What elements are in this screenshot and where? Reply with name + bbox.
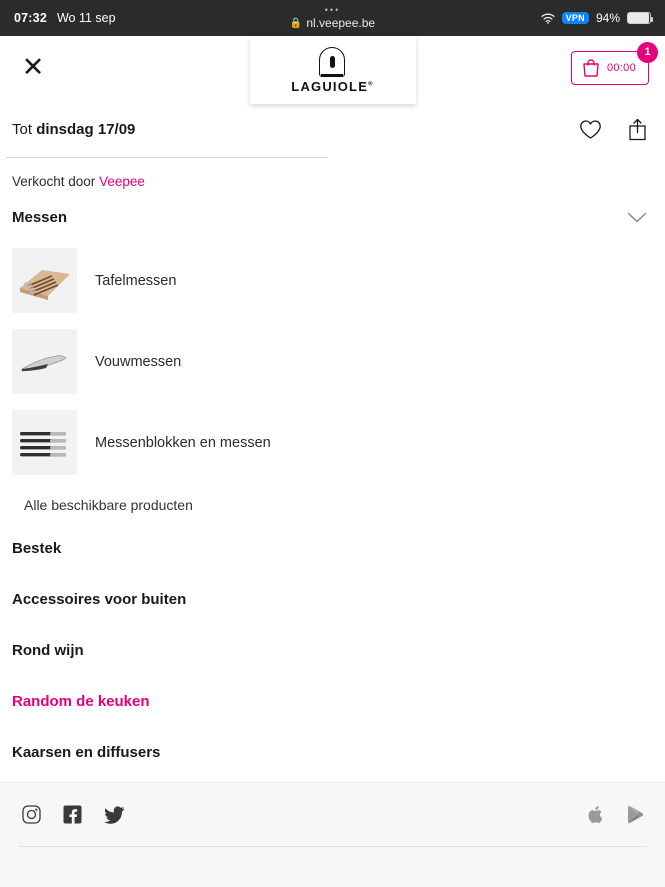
category-row-random-de-keuken[interactable]: Random de keuken — [12, 693, 150, 710]
status-bar-left — [14, 11, 116, 25]
app-store-links — [587, 805, 643, 824]
address-url — [290, 16, 375, 30]
sale-end-date: Tot dinsdag 17/09 — [12, 121, 136, 138]
seller-line — [12, 158, 653, 203]
sale-actions — [579, 118, 647, 141]
knife-set-image — [12, 410, 77, 475]
product-list — [12, 234, 653, 483]
list-item-label: Tafelmessen — [95, 272, 177, 289]
cart-button[interactable] — [571, 46, 651, 85]
category-row-kaarsen-en-diffusers[interactable]: Kaarsen en diffusers — [12, 744, 161, 761]
all-products-link-messen[interactable]: Alle beschikbare producten — [24, 497, 193, 513]
list-item[interactable] — [12, 240, 653, 321]
list-item-label: Messenblokken en messen — [95, 434, 271, 451]
wifi-icon — [541, 13, 555, 24]
cart-timer: 00:00 — [606, 61, 636, 74]
brand-name: LAGUIOLE® — [291, 78, 374, 94]
catalog-content — [0, 158, 665, 810]
url-text: nl.veepee.be — [306, 16, 376, 30]
seller-link[interactable]: Veepee — [99, 174, 145, 189]
social-links — [22, 805, 125, 824]
footer-icon-row — [0, 783, 665, 824]
category-row-rond-wijn[interactable]: Rond wijn — [12, 642, 84, 659]
folding-knife-image — [12, 329, 77, 394]
list-item-label: Vouwmessen — [95, 353, 182, 370]
list-item[interactable] — [12, 321, 653, 402]
bee-mark-icon — [319, 47, 345, 77]
chevron-down-icon[interactable] — [627, 212, 647, 224]
boxed-steak-knives-image — [12, 248, 77, 313]
battery-percent-label: 94% — [595, 11, 620, 25]
category-header-messen[interactable] — [12, 203, 653, 234]
list-item[interactable] — [12, 402, 653, 483]
seller-label: Verkocht door — [12, 174, 96, 189]
brand-logo-card[interactable] — [250, 36, 416, 104]
category-row-accessoires-voor-buiten[interactable]: Accessoires voor buiten — [12, 591, 187, 608]
shopping-bag-icon — [582, 58, 600, 78]
battery-icon — [627, 12, 651, 24]
twitter-icon[interactable] — [104, 806, 125, 824]
share-icon[interactable] — [628, 118, 647, 141]
sale-info-row — [0, 100, 665, 157]
cart-count-badge: 1 — [637, 42, 658, 63]
laguiole-bee-logo — [291, 47, 373, 94]
status-date: Wo 11 sep — [56, 11, 116, 25]
category-row-bestek[interactable]: Bestek — [12, 540, 62, 557]
close-icon[interactable]: ✕ — [21, 52, 45, 82]
heart-icon[interactable] — [579, 119, 602, 140]
lock-icon: 🔒 — [289, 17, 303, 29]
page-header — [0, 36, 665, 100]
ios-status-bar — [0, 0, 665, 36]
instagram-icon[interactable] — [22, 805, 41, 824]
page-footer — [0, 782, 665, 887]
status-bar-right — [541, 11, 651, 25]
facebook-icon[interactable] — [63, 805, 82, 824]
tab-dots-indicator: ••• — [324, 5, 341, 15]
vpn-badge: VPN — [562, 12, 589, 24]
sale-end-date-value: dinsdag 17/09 — [36, 121, 136, 138]
google-play-store-icon[interactable] — [627, 805, 643, 824]
footer-divider — [18, 846, 647, 847]
category-title: Messen — [12, 209, 68, 226]
status-time: 07:32 — [14, 11, 47, 25]
apple-app-store-icon[interactable] — [587, 805, 603, 824]
